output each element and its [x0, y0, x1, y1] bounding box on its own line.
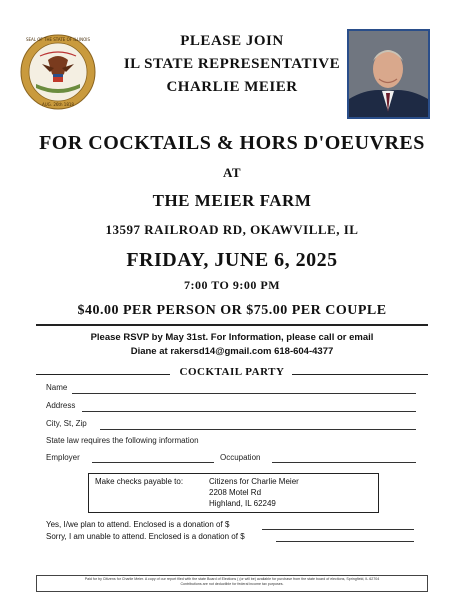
paid-for-disclaimer: [36, 575, 428, 592]
section-rule-left: [36, 374, 170, 375]
svg-text:AUG. 26th 1818: AUG. 26th 1818: [42, 102, 74, 107]
representative-heading: IL STATE REPRESENTATIVE: [123, 56, 341, 72]
payee-name: Citizens for Charlie Meier: [209, 477, 299, 486]
venue-address: 13597 RAILROAD RD, OKAWVILLE, IL: [105, 222, 359, 237]
name-label: Name: [46, 383, 68, 392]
occupation-label: Occupation: [220, 453, 261, 462]
rsvp-line-2: Diane at rakersd14@gmail.com 618-604-4377: [130, 346, 334, 357]
occupation-input-line[interactable]: [272, 462, 416, 463]
city-state-zip-input-line[interactable]: [100, 429, 416, 430]
state-law-notice: State law requires the following information: [46, 436, 199, 445]
payee-city: Highland, IL 62249: [209, 499, 276, 508]
payee-street: 2208 Motel Rd: [209, 488, 262, 497]
disclaimer-line-2: Contributions are not deductible for federal income tax purposes.: [180, 582, 284, 586]
checks-payable-label: Make checks payable to:: [95, 477, 184, 486]
ticket-price: $40.00 PER PERSON OR $75.00 PER COUPLE: [77, 303, 387, 318]
employer-input-line[interactable]: [92, 462, 214, 463]
svg-text:SEAL OF THE STATE OF ILLINOIS: SEAL OF THE STATE OF ILLINOIS: [25, 37, 91, 42]
event-time: 7:00 TO 9:00 PM: [183, 278, 281, 292]
attend-no-amount-line[interactable]: [276, 541, 414, 542]
address-input-line[interactable]: [82, 411, 416, 412]
section-rule-right: [292, 374, 428, 375]
rsvp-line-1: Please RSVP by May 31st. For Information, please call or email: [90, 332, 374, 343]
attend-yes-amount-line[interactable]: [262, 529, 414, 530]
venue-name: THE MEIER FARM: [152, 191, 312, 210]
address-label: Address: [46, 401, 76, 410]
attend-yes-text: Yes, I/we plan to attend. Enclosed is a donation of $: [46, 520, 230, 529]
disclaimer-line-1: Paid for by Citizens for Charlie Meier. A copy of our report filed with the state Board of Elections ( (or will be) available for purchase from the state board of elections, Springfield, IL 62704: [84, 577, 380, 581]
event-date: FRIDAY, JUNE 6, 2025: [126, 249, 338, 271]
section-title: COCKTAIL PARTY: [179, 366, 285, 378]
event-at: AT: [222, 165, 242, 180]
city-state-zip-label: City, St, Zip: [46, 419, 87, 428]
candidate-name-heading: CHARLIE MEIER: [166, 79, 298, 95]
event-title: FOR COCKTAILS & HORS D'OEUVRES: [39, 132, 425, 154]
checks-payable-box: [88, 473, 379, 513]
please-join-heading: PLEASE JOIN: [180, 33, 284, 49]
attend-no-text: Sorry, I am unable to attend. Enclosed is a donation of $: [46, 532, 245, 541]
candidate-photo: [347, 29, 430, 119]
employer-label: Employer: [46, 453, 80, 462]
divider-top: [36, 324, 428, 326]
name-input-line[interactable]: [72, 393, 416, 394]
